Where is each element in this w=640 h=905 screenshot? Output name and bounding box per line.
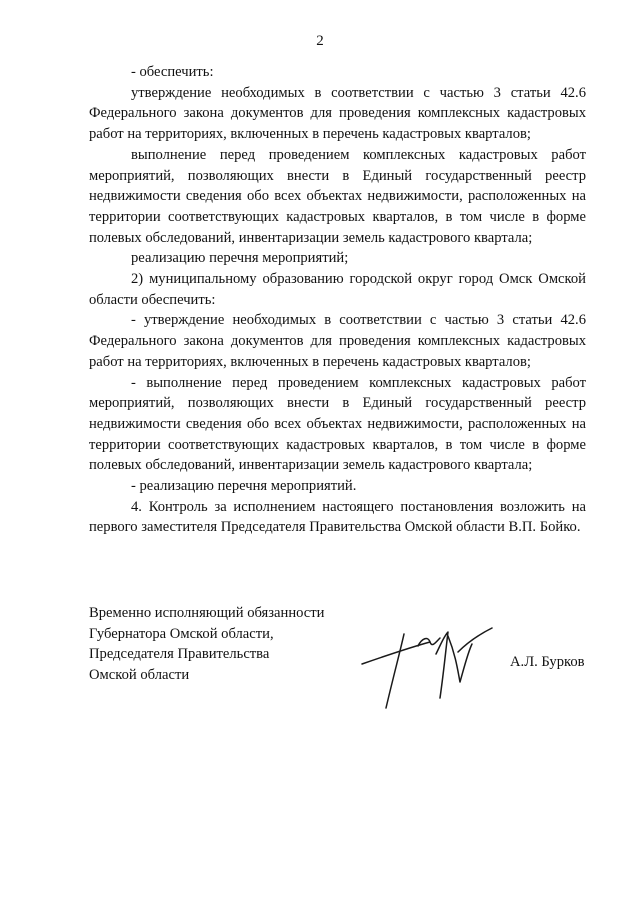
paragraph: - утверждение необходимых в соответствии с частью 3 статьи 42.6 Федерального закона документов для проведения комплексных кадастровых работ на территориях, включенных в перечень кадастровых кварталов; [89,312,586,370]
signatory-title-line: Губернатора Омской области, [89,625,274,642]
signatory-name: А.Л. Бурков [510,654,585,670]
signatory-title-line: Председателя Правительства [89,646,270,662]
paragraph: 2) муниципальному образованию городской округ город Омск Омской области обеспечить: [89,271,586,308]
paragraph: - обеспечить: [131,64,214,80]
signatory-title-line: Омской области [89,666,190,683]
paragraph: 4. Контроль за исполнением настоящего постановления возложить на первого заместителя Председателя Правительства Омской области В.П. Бойко. [89,498,586,536]
document-body [89,62,586,538]
signatory-title-line: Временно исполняющий обязанности [89,605,325,621]
page-number: 2 [316,33,324,49]
paragraph: выполнение перед проведением комплексных кадастровых работ мероприятий, позволяющих внести в Единый государственный реестр недвижимости сведения обо всех объектах недвижимости, расположенных на территории соответствующих кадастровых кварталов, в том числе в форме полевых обследований, инвентаризации земель кадастрового квартала; [89,146,586,246]
paragraph: реализацию перечня мероприятий; [131,250,349,267]
paragraph: - выполнение перед проведением комплексных кадастровых работ мероприятий, позволяющих внести в Единый государственный реестр недвижимости сведения обо всех объектах недвижимости, расположенных на территории соответствующих кадастровых кварталов, в том числе в форме полевых обследований, инвентаризации земель кадастрового квартала; [89,374,586,474]
handwritten-signature [360,612,495,712]
signatory-title [89,603,324,685]
paragraph: - реализацию перечня мероприятий. [131,478,357,495]
paragraph: утверждение необходимых в соответствии с частью 3 статьи 42.6 Федерального закона документов для проведения комплексных кадастровых работ на территориях, включенных в перечень кадастровых кварталов; [89,84,586,143]
